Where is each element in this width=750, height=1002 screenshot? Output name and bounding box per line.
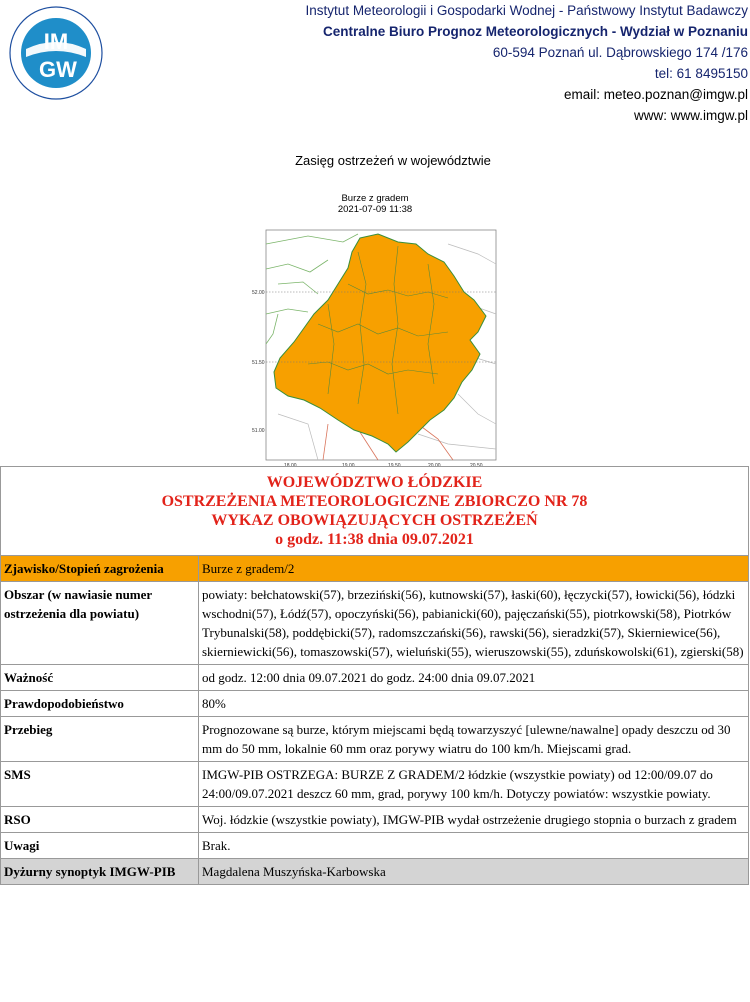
row-label-phenomenon: Zjawisko/Stopień zagrożenia xyxy=(1,556,199,582)
row-label-sms: SMS xyxy=(1,762,199,807)
table-row xyxy=(1,665,749,691)
row-label-course: Przebieg xyxy=(1,717,199,762)
office-name: Centralne Biuro Prognoz Meteorologicznych - Wydział w Poznaniu xyxy=(322,24,748,39)
email[interactable]: email: meteo.poznan@imgw.pl xyxy=(563,87,748,102)
map-ytick-3: 51.00 xyxy=(252,428,265,434)
table-row xyxy=(1,807,749,833)
table-title xyxy=(1,467,749,556)
map-xtick-4: 20.00 xyxy=(428,463,441,468)
table-row xyxy=(1,762,749,807)
website[interactable]: www: www.imgw.pl xyxy=(633,108,748,123)
row-value-phenomenon: Burze z gradem/2 xyxy=(199,556,749,582)
map-xtick-1: 18.00 xyxy=(284,463,297,468)
row-label-probability: Prawdopodobieństwo xyxy=(1,691,199,717)
map-ytick-2: 51.50 xyxy=(252,360,265,366)
address: 60-594 Poznań ul. Dąbrowskiego 174 /176 xyxy=(492,45,748,60)
phone: tel: 61 8495150 xyxy=(654,66,748,81)
title-warnings: OSTRZEŻENIA METEOROLOGICZNE ZBIORCZO NR 78 xyxy=(161,493,588,510)
table-row xyxy=(1,833,749,859)
institute-header xyxy=(306,0,748,126)
row-label-validity: Ważność xyxy=(1,665,199,691)
warning-table xyxy=(0,466,749,885)
title-region: WOJEWÓDZTWO ŁÓDZKIE xyxy=(266,474,483,491)
row-value-area: powiaty: bełchatowski(57), brzeziński(56), kutnowski(57), łaski(60), łęczycki(57), łowicki(56), łódzki wschodni(57), Łódź(57), opoczyński(56), pabianicki(60), pajęczański(55), piotrkowski(58), Piotrków Trybunalski(58), poddębicki(57), radomszczański(56), rawski(56), sieradzki(57), Skierniewice(56), skierniewicki(56), tomaszowski(57), wieluński(55), wieruszowski(55), zduńskowolski(61), zgierski(58) xyxy=(199,582,749,665)
row-label-forecaster: Dyżurny synoptyk IMGW-PIB xyxy=(1,859,199,885)
row-value-rso: Woj. łódzkie (wszystkie powiaty), IMGW-PIB wydał ostrzeżenie drugiego stopnia o burzach z gradem xyxy=(199,807,749,833)
row-label-rso: RSO xyxy=(1,807,199,833)
map-caption: Zasięg ostrzeżeń w województwie xyxy=(295,153,491,168)
row-value-remarks: Brak. xyxy=(199,833,749,859)
title-time: o godz. 11:38 dnia 09.07.2021 xyxy=(275,531,474,548)
table-row xyxy=(1,556,749,582)
row-label-area: Obszar (w nawiasie numer ostrzeżenia dla powiatu) xyxy=(1,582,199,665)
imgw-logo xyxy=(4,5,108,101)
map-xtick-3: 19.50 xyxy=(388,463,401,468)
title-list: WYKAZ OBOWIĄZUJĄCYCH OSTRZEŻEŃ xyxy=(211,512,538,529)
logo-text-top: IM xyxy=(43,29,69,54)
row-value-sms: IMGW-PIB OSTRZEGA: BURZE Z GRADEM/2 łódzkie (wszystkie powiaty) od 12:00/09.07 do 24:00/09.07.2021 deszcz 60 mm, grad, porywy 100 km/h. Dotyczy powiatów: wszystkie powiaty. xyxy=(199,762,749,807)
row-value-probability: 80% xyxy=(199,691,749,717)
map-xtick-5: 20.50 xyxy=(470,463,483,468)
map-datetime: 2021-07-09 11:38 xyxy=(337,204,413,215)
map-xtick-2: 19.00 xyxy=(342,463,355,468)
map-subtitle xyxy=(0,193,750,215)
row-value-course: Prognozowane są burze, którym miejscami będą towarzyszyć [ulewne/nawalne] opady deszczu od 30 mm do 50 mm, lokalnie 60 mm oraz porywy wiatru do 100 km/h. Miejscami grad. xyxy=(199,717,749,762)
row-value-forecaster: Magdalena Muszyńska-Karbowska xyxy=(199,859,749,885)
row-value-validity: od godz. 12:00 dnia 09.07.2021 do godz. 24:00 dnia 09.07.2021 xyxy=(199,665,749,691)
institute-name: Instytut Meteorologii i Gospodarki Wodnej - Państwowy Instytut Badawczy xyxy=(305,3,748,18)
map-ytick-1: 52.00 xyxy=(252,290,265,296)
map-phenomenon: Burze z gradem xyxy=(341,193,409,204)
table-row xyxy=(1,717,749,762)
warning-map xyxy=(248,224,498,468)
row-label-remarks: Uwagi xyxy=(1,833,199,859)
table-row xyxy=(1,691,749,717)
table-row xyxy=(1,859,749,885)
table-row xyxy=(1,582,749,665)
logo-text-bottom: GW xyxy=(39,57,77,82)
